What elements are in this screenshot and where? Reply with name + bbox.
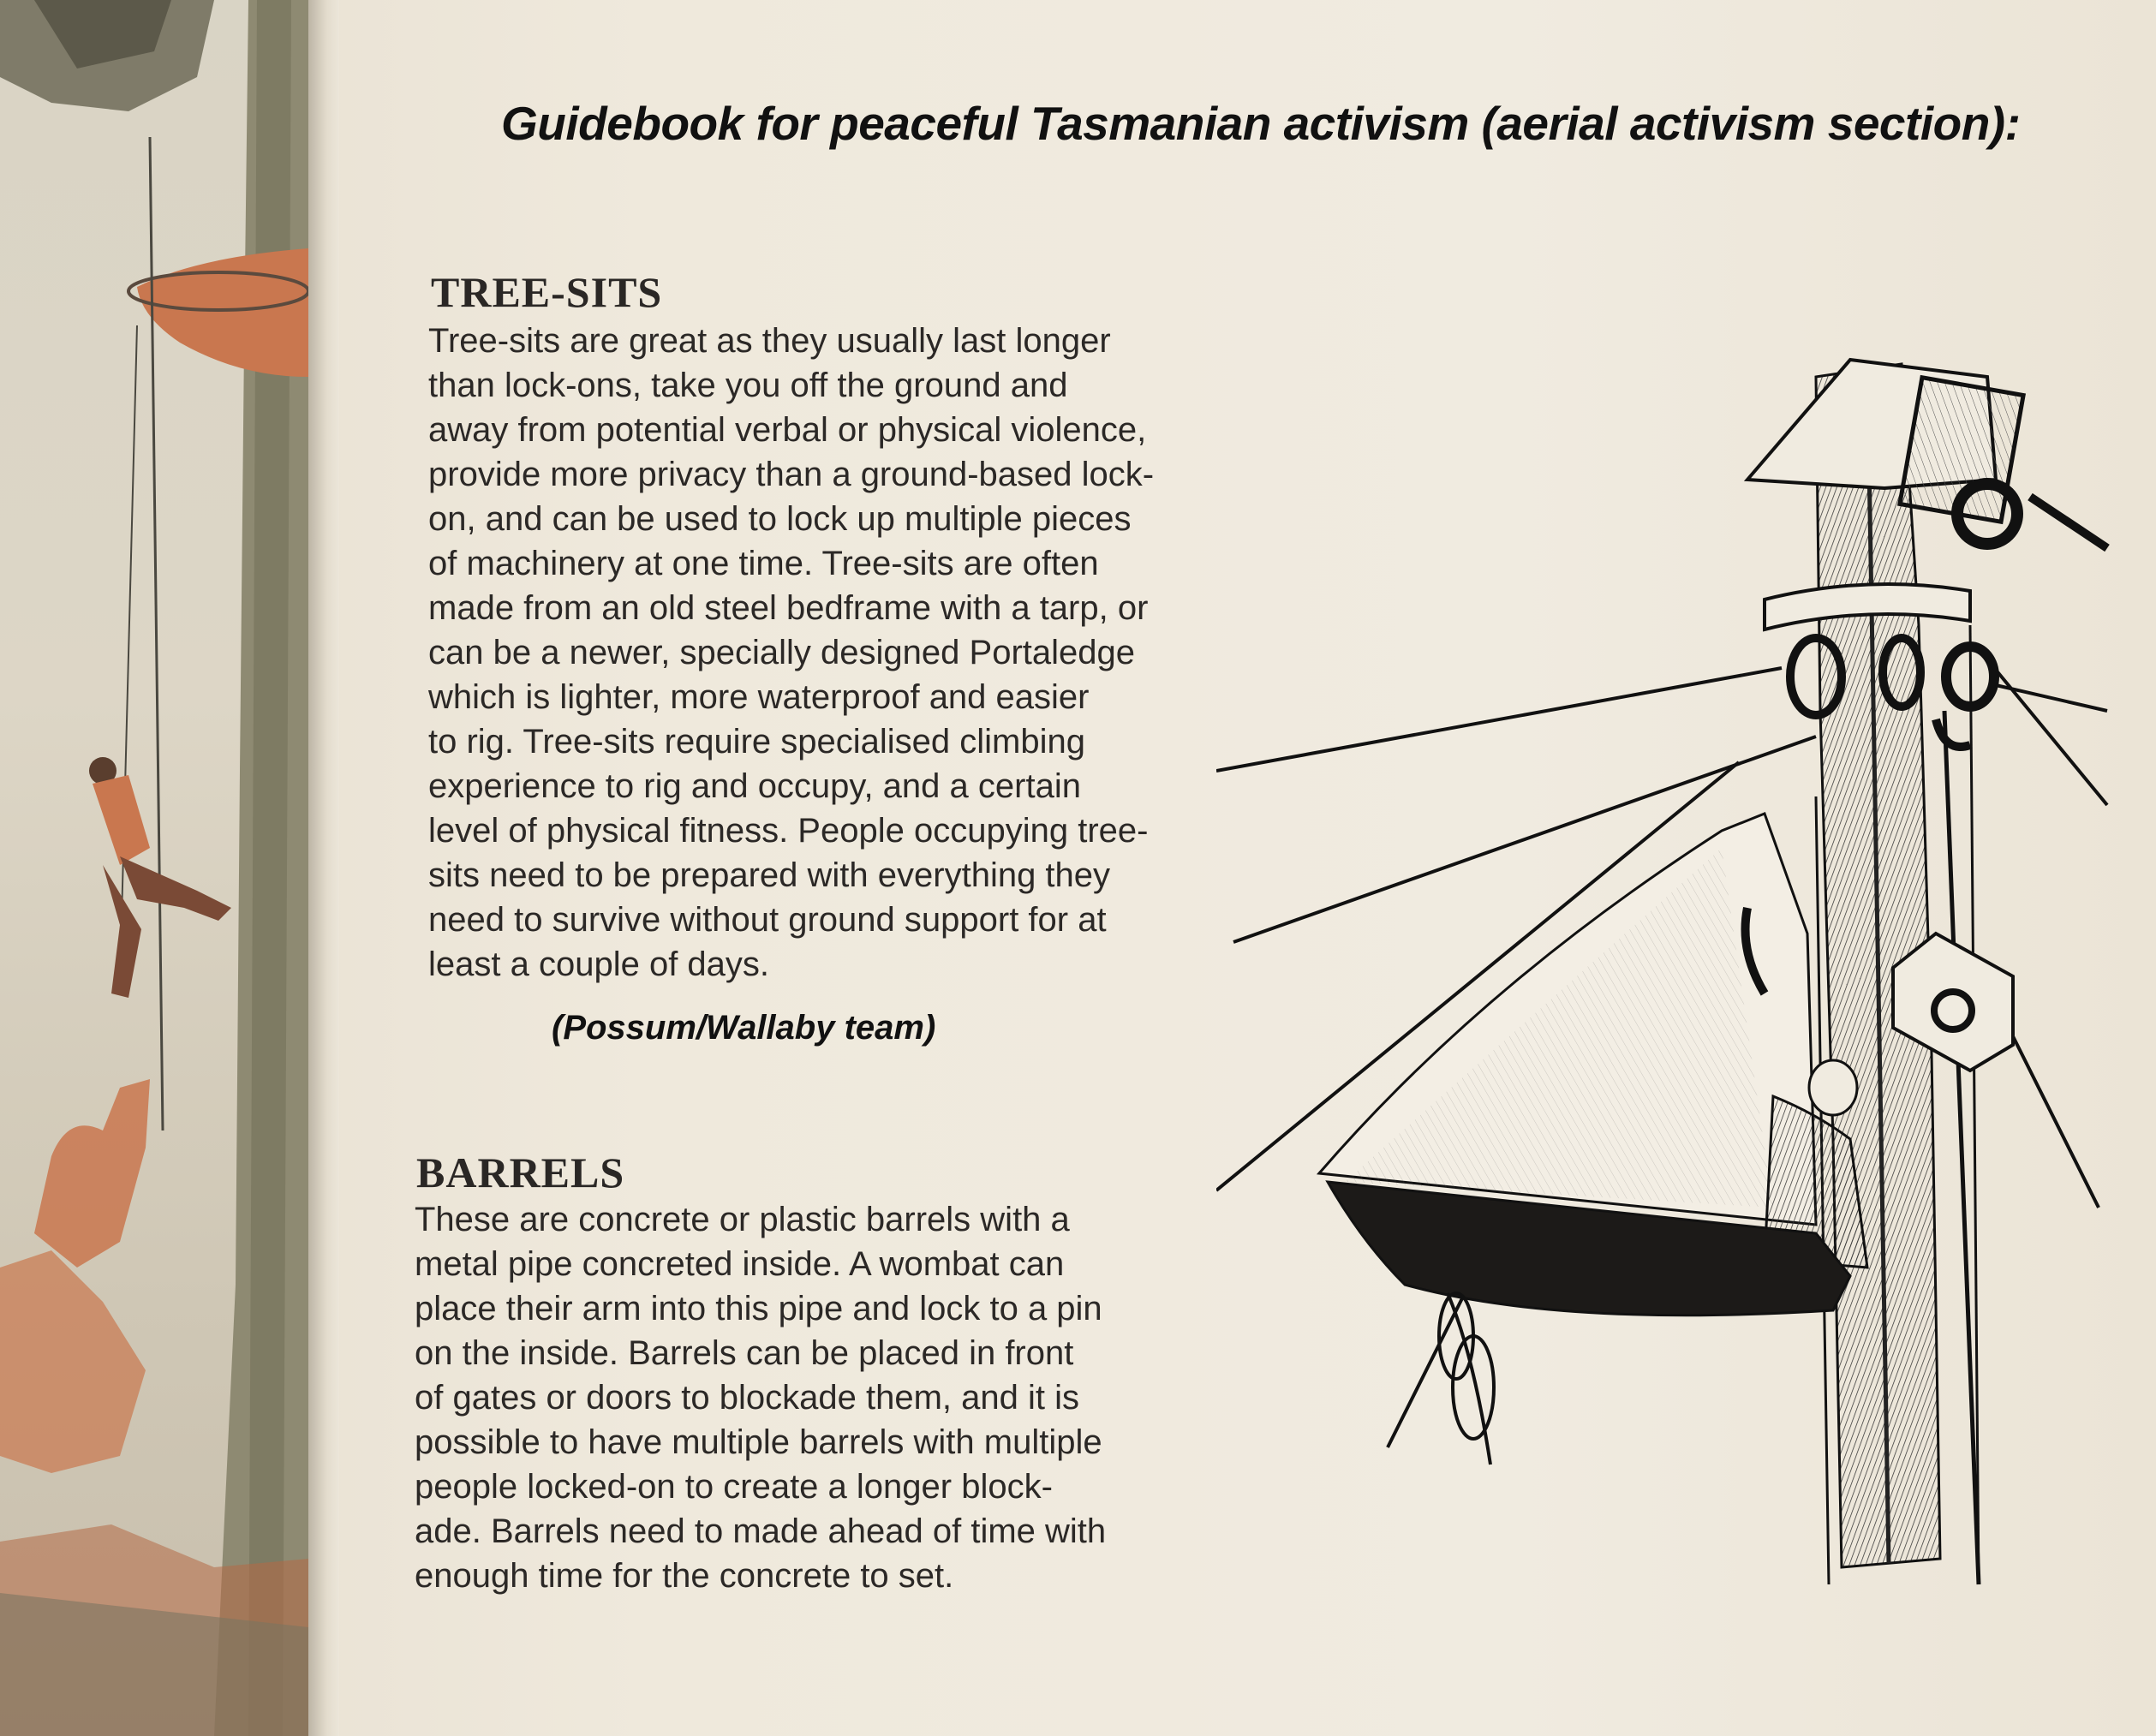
paragraph-line: Tree-sits are great as they usually last longer <box>428 322 1111 360</box>
paragraph-line: enough time for the concrete to set. <box>415 1557 954 1595</box>
paragraph-line: made from an old steel bedframe with a tarp, or <box>428 589 1149 627</box>
paragraph-line: can be a newer, specially designed Portaledge <box>428 634 1135 671</box>
paragraph-line: of machinery at one time. Tree-sits are often <box>428 545 1099 582</box>
paragraph-line: sits need to be prepared with everything they <box>428 856 1111 894</box>
paragraph-line: metal pipe concreted inside. A wombat can <box>415 1245 1065 1283</box>
paragraph-line: away from potential verbal or physical violence, <box>428 411 1147 449</box>
tree-sit-portaledge-illustration <box>1216 283 2156 1619</box>
paragraph-line: level of physical fitness. People occupying tree- <box>428 812 1149 850</box>
book-gutter <box>308 0 339 1736</box>
paragraph-line: on the inside. Barrels can be placed in front <box>415 1334 1074 1372</box>
forest-climber-illustration <box>0 0 308 1736</box>
barrels-heading: BARRELS <box>416 1148 625 1196</box>
team-credit: (Possum/Wallaby team) <box>552 1009 936 1047</box>
paragraph-line: on, and can be used to lock up multiple pieces <box>428 500 1132 538</box>
paragraph-line: These are concrete or plastic barrels with a <box>415 1201 1070 1238</box>
paragraph-line: than lock-ons, take you off the ground and <box>428 367 1068 404</box>
paragraph-line: of gates or doors to blockade them, and it is <box>415 1379 1079 1417</box>
paragraph-line: possible to have multiple barrels with multiple <box>415 1423 1102 1461</box>
paragraph-line: people locked-on to create a longer block- <box>415 1468 1053 1506</box>
paragraph-line: experience to rig and occupy, and a certain <box>428 767 1081 805</box>
paragraph-line: need to survive without ground support for at <box>428 901 1107 939</box>
paragraph-line: which is lighter, more waterproof and easier <box>428 678 1090 716</box>
paragraph-line: least a couple of days. <box>428 946 770 983</box>
paragraph-line: ade. Barrels need to made ahead of time with <box>415 1512 1107 1550</box>
tree-sits-body <box>428 319 1154 987</box>
barrels-body <box>415 1197 1106 1598</box>
paragraph-line: to rig. Tree-sits require specialised climbing <box>428 723 1085 761</box>
tree-sits-heading: TREE-SITS <box>431 268 663 316</box>
paragraph-line: place their arm into this pipe and lock to a pin <box>415 1290 1102 1327</box>
page-title: Guidebook for peaceful Tasmanian activism (aerial activism section): <box>501 97 2021 150</box>
paragraph-line: provide more privacy than a ground-based lock- <box>428 456 1155 493</box>
